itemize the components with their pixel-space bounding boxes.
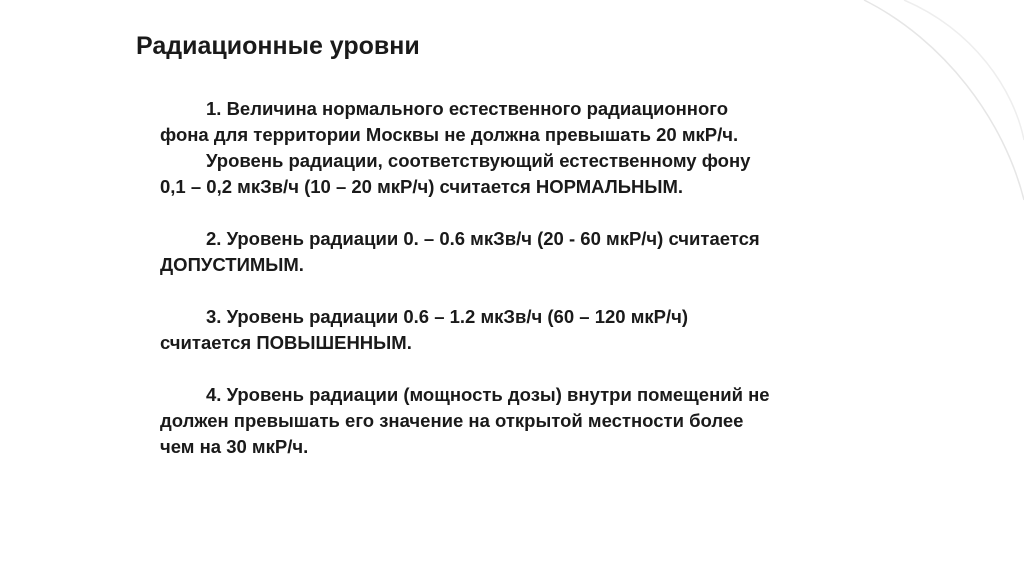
- slide-title: Радиационные уровни: [136, 32, 420, 60]
- text-line: 1. Величина нормального естественного радиационного: [206, 98, 729, 119]
- text-line: 0,1 – 0,2 мкЗв/ч (10 – 20 мкР/ч) считается НОРМАЛЬНЫМ.: [160, 176, 684, 197]
- paragraph-4: [160, 382, 880, 460]
- slide-body: [160, 96, 880, 486]
- paragraph-2: [160, 226, 880, 278]
- text-line: должен превышать его значение на открытой местности более: [160, 410, 744, 431]
- text-line: фона для территории Москвы не должна превышать 20 мкР/ч.: [160, 124, 739, 145]
- text-line: чем на 30 мкР/ч.: [160, 436, 309, 457]
- text-line: ДОПУСТИМЫМ.: [160, 254, 304, 275]
- paragraph-1: [160, 96, 880, 200]
- text-line: Уровень радиации, соответствующий естественному фону: [206, 150, 751, 171]
- text-line: 2. Уровень радиации 0. – 0.6 мкЗв/ч (20 - 60 мкР/ч) считается: [206, 228, 760, 249]
- text-line: 3. Уровень радиации 0.6 – 1.2 мкЗв/ч (60 – 120 мкР/ч): [206, 306, 689, 327]
- paragraph-3: [160, 304, 880, 356]
- text-line: 4. Уровень радиации (мощность дозы) внутри помещений не: [206, 384, 770, 405]
- text-line: считается ПОВЫШЕННЫМ.: [160, 332, 412, 353]
